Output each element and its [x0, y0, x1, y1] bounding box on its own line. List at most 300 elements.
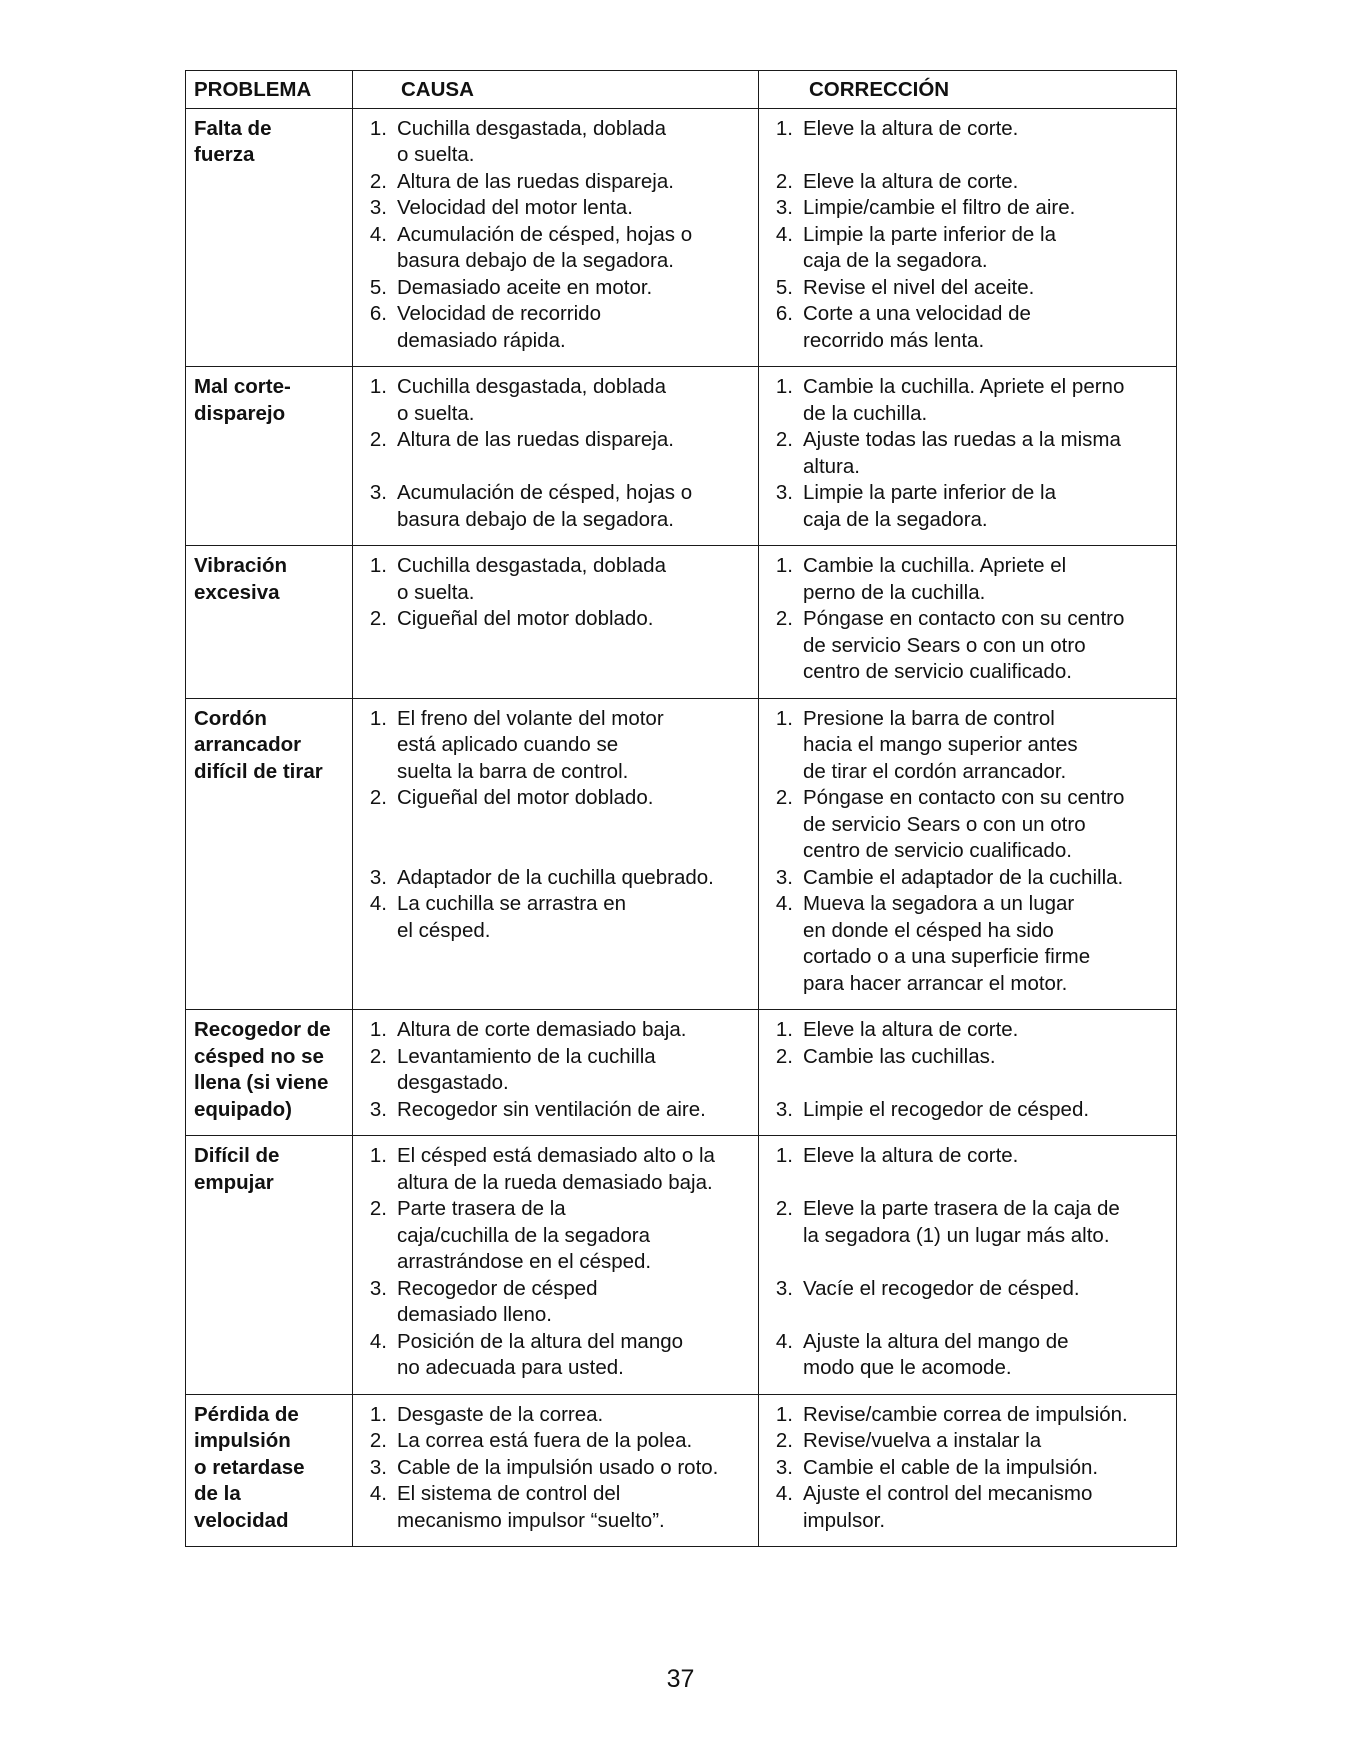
problem-line: velocidad	[194, 1508, 289, 1532]
cause-line: arrastrándose en el césped.	[397, 1250, 652, 1273]
correction-text	[803, 606, 1124, 686]
cause-line: Acumulación de césped, hojas o	[397, 481, 693, 504]
correction-line	[803, 1302, 1080, 1329]
header-problem: PROBLEMA	[186, 71, 353, 109]
cause-item	[361, 195, 752, 222]
correction-text	[803, 1428, 1041, 1455]
cause-number: 4.	[369, 892, 387, 915]
cause-item	[361, 1481, 752, 1534]
cause-number: 1.	[369, 375, 387, 398]
correction-text	[803, 1143, 1018, 1196]
cause-number: 3.	[369, 481, 387, 504]
correction-line: Revise/vuelva a instalar la	[803, 1429, 1042, 1452]
header-cause	[353, 71, 759, 109]
correction-item	[767, 1481, 1170, 1534]
correction-text	[803, 169, 1018, 196]
problem-line: excesiva	[194, 580, 280, 604]
table-row	[186, 1010, 1177, 1136]
cause-text	[397, 1044, 656, 1097]
cause-number: 1.	[369, 706, 387, 730]
cause-number: 2.	[369, 607, 387, 630]
correction-item	[767, 606, 1170, 686]
cause-line: Cigueñal del motor doblado.	[397, 607, 654, 630]
correction-text	[803, 1017, 1018, 1044]
cause-text	[397, 891, 626, 944]
cause-text	[397, 1481, 665, 1534]
cause-line: Velocidad de recorrido	[397, 302, 601, 325]
correction-item	[767, 116, 1170, 169]
cause-item	[361, 374, 752, 427]
cause-number: 3.	[369, 1455, 387, 1479]
correction-text	[803, 195, 1075, 222]
correction-line: Eleve la altura de corte.	[803, 116, 1019, 140]
cause-line: está aplicado cuando se	[397, 733, 619, 756]
correction-cell	[759, 1010, 1177, 1136]
correction-item	[767, 427, 1170, 480]
correction-text	[803, 1196, 1120, 1276]
correction-text	[803, 1276, 1080, 1329]
correction-line: la segadora (1) un lugar más alto.	[803, 1223, 1110, 1247]
problem-line: Mal corte-	[194, 375, 291, 398]
correction-line: Revise/cambie correa de impulsión.	[803, 1402, 1128, 1426]
cause-item	[361, 169, 752, 196]
cause-item	[361, 1196, 752, 1276]
correction-item	[767, 553, 1170, 606]
correction-item	[767, 1143, 1170, 1196]
problem-line: césped no se	[194, 1044, 324, 1068]
cause-line: basura debajo de la segadora.	[397, 249, 674, 272]
correction-line: hacia el mango superior antes	[803, 733, 1078, 756]
problem-line: arrancador	[194, 733, 302, 756]
correction-text	[803, 553, 1066, 606]
cause-number: 2.	[369, 1044, 387, 1068]
cause-number: 2.	[369, 428, 387, 451]
correction-line: Corte a una velocidad de	[803, 302, 1031, 325]
cause-line: Altura de las ruedas dispareja.	[397, 169, 674, 193]
table-body	[186, 108, 1177, 1547]
cause-line: El césped está demasiado alto o la	[397, 1144, 715, 1167]
correction-number: 2.	[775, 1044, 793, 1068]
cause-text	[397, 374, 666, 427]
cause-line: o suelta.	[397, 143, 475, 166]
cause-cell	[353, 1010, 759, 1136]
problem-line: equipado)	[194, 1097, 292, 1121]
cause-line: Cuchilla desgastada, doblada	[397, 375, 666, 398]
correction-line: recorrido más lenta.	[803, 328, 985, 352]
cause-line	[397, 812, 653, 839]
cause-line: Acumulación de césped, hojas o	[397, 222, 693, 246]
correction-text	[803, 1481, 1092, 1534]
problem-line: Recogedor de	[194, 1018, 331, 1041]
correction-line: centro de servicio cualificado.	[803, 839, 1072, 862]
cause-line: El sistema de control del	[397, 1482, 621, 1505]
cause-number: 3.	[369, 196, 387, 219]
cause-line: Altura de corte demasiado baja.	[397, 1018, 687, 1041]
cause-item	[361, 891, 752, 944]
cause-line: Cuchilla desgastada, doblada	[397, 116, 666, 140]
correction-number: 3.	[775, 1455, 793, 1479]
problem-line: Cordón	[194, 706, 267, 730]
cause-item	[361, 706, 752, 786]
correction-line: centro de servicio cualificado.	[803, 660, 1072, 683]
troubleshooting-table	[185, 70, 1177, 1547]
correction-number: 1.	[775, 554, 793, 577]
correction-text	[803, 1097, 1089, 1124]
cause-number: 4.	[369, 1482, 387, 1505]
correction-item	[767, 480, 1170, 533]
cause-line: Levantamiento de la cuchilla	[397, 1044, 656, 1068]
cause-line: desgastado.	[397, 1071, 509, 1094]
correction-text	[803, 1455, 1098, 1482]
cause-line: Parte trasera de la	[397, 1197, 566, 1220]
cause-item	[361, 1143, 752, 1196]
cause-text	[397, 1143, 715, 1196]
correction-number: 1.	[775, 1018, 793, 1041]
cause-cell	[353, 698, 759, 1010]
cause-line	[397, 454, 674, 481]
cause-number: 1.	[369, 1144, 387, 1167]
problem-cell	[186, 1136, 353, 1395]
problem-cell	[186, 1394, 353, 1547]
correction-number: 2.	[775, 786, 793, 809]
correction-text	[803, 1402, 1128, 1429]
table-row	[186, 108, 1177, 367]
correction-text	[803, 1329, 1069, 1382]
cause-item	[361, 301, 752, 354]
correction-line: impulsor.	[803, 1508, 886, 1532]
correction-number: 3.	[775, 196, 793, 219]
correction-line: Ajuste todas las ruedas a la misma	[803, 428, 1121, 451]
correction-line: Eleve la altura de corte.	[803, 1144, 1019, 1167]
cause-item	[361, 1402, 752, 1429]
cause-text	[397, 1455, 718, 1482]
correction-line: para hacer arrancar el motor.	[803, 971, 1068, 995]
problem-line: o retardase	[194, 1455, 305, 1479]
cause-text	[397, 1097, 706, 1124]
cause-cell	[353, 367, 759, 546]
correction-item	[767, 891, 1170, 997]
cause-number: 2.	[369, 1429, 387, 1452]
correction-text	[803, 785, 1124, 865]
cause-item	[361, 1428, 752, 1455]
correction-line: de servicio Sears o con un otro	[803, 633, 1086, 657]
cause-line: Demasiado aceite en motor.	[397, 275, 653, 299]
cause-text	[397, 553, 666, 606]
table-row	[186, 367, 1177, 546]
cause-line: Cuchilla desgastada, doblada	[397, 554, 666, 577]
cause-number: 1.	[369, 116, 387, 140]
correction-item	[767, 1402, 1170, 1429]
cause-text	[397, 222, 692, 275]
cause-number: 1.	[369, 554, 387, 577]
correction-item	[767, 169, 1170, 196]
cause-line: altura de la rueda demasiado baja.	[397, 1170, 713, 1194]
cause-cell	[353, 1136, 759, 1395]
header-correction-label: CORRECCIÓN	[809, 78, 950, 101]
cause-text	[397, 1017, 686, 1044]
cause-text	[397, 1428, 692, 1455]
cause-text	[397, 275, 652, 302]
correction-line: de servicio Sears o con un otro	[803, 812, 1086, 836]
cause-number: 2.	[369, 786, 387, 809]
correction-number: 3.	[775, 481, 793, 504]
correction-cell	[759, 367, 1177, 546]
cause-number: 3.	[369, 1276, 387, 1300]
correction-number: 1.	[775, 375, 793, 398]
correction-item	[767, 1276, 1170, 1329]
cause-line: basura debajo de la segadora.	[397, 507, 674, 531]
correction-line	[803, 142, 1018, 169]
cause-line: Adaptador de la cuchilla quebrado.	[397, 865, 714, 889]
cause-item	[361, 865, 752, 892]
cause-item	[361, 222, 752, 275]
correction-line: Cambie la cuchilla. Apriete el	[803, 554, 1067, 577]
correction-item	[767, 301, 1170, 354]
correction-line: Limpie/cambie el filtro de aire.	[803, 196, 1076, 219]
correction-line: Cambie la cuchilla. Apriete el perno	[803, 375, 1125, 398]
correction-line: Mueva la segadora a un lugar	[803, 892, 1075, 915]
cause-line	[397, 838, 653, 865]
correction-line: Ajuste la altura del mango de	[803, 1329, 1069, 1353]
problem-cell	[186, 367, 353, 546]
cause-line: Desgaste de la correa.	[397, 1402, 604, 1426]
problem-line: Vibración	[194, 554, 288, 577]
correction-number: 1.	[775, 116, 793, 140]
cause-line: Recogedor sin ventilación de aire.	[397, 1097, 706, 1121]
cause-cell	[353, 546, 759, 699]
problem-line: fuerza	[194, 143, 255, 166]
correction-line: cortado o a una superficie firme	[803, 945, 1091, 968]
correction-item	[767, 1044, 1170, 1097]
problem-line: impulsión	[194, 1429, 291, 1452]
correction-line: Vacíe el recogedor de césped.	[803, 1276, 1080, 1300]
cause-line: Cigueñal del motor doblado.	[397, 786, 654, 809]
correction-line: Revise el nivel del aceite.	[803, 275, 1035, 299]
correction-line: Cambie el cable de la impulsión.	[803, 1455, 1099, 1479]
correction-line	[803, 1170, 1018, 1197]
problem-line: Pérdida de	[194, 1402, 299, 1426]
cause-line: La cuchilla se arrastra en	[397, 892, 627, 915]
correction-text	[803, 1044, 996, 1097]
cause-text	[397, 169, 674, 196]
correction-line: Eleve la parte trasera de la caja de	[803, 1197, 1120, 1220]
cause-item	[361, 427, 752, 480]
correction-number: 3.	[775, 1097, 793, 1121]
correction-text	[803, 116, 1018, 169]
correction-text	[803, 301, 1031, 354]
problem-line: Falta de	[194, 116, 272, 140]
correction-number: 4.	[775, 1329, 793, 1353]
problem-line: empujar	[194, 1170, 274, 1194]
cause-line: Altura de las ruedas dispareja.	[397, 428, 674, 451]
cause-line: Velocidad del motor lenta.	[397, 196, 633, 219]
correction-line: Póngase en contacto con su centro	[803, 607, 1125, 630]
correction-line: Presione la barra de control	[803, 706, 1055, 730]
table-header-row	[186, 71, 1177, 109]
cause-number: 3.	[369, 1097, 387, 1121]
table-row	[186, 1136, 1177, 1395]
correction-line: Limpie la parte inferior de la	[803, 222, 1056, 246]
correction-line: Ajuste el control del mecanismo	[803, 1482, 1093, 1505]
correction-line: de la cuchilla.	[803, 401, 928, 425]
correction-line	[803, 1249, 1120, 1276]
correction-number: 5.	[775, 275, 793, 299]
correction-number: 2.	[775, 428, 793, 451]
cause-item	[361, 1455, 752, 1482]
cause-line: mecanismo impulsor “suelto”.	[397, 1508, 665, 1532]
cause-text	[397, 865, 714, 892]
correction-cell	[759, 1394, 1177, 1547]
cause-line: demasiado lleno.	[397, 1303, 552, 1326]
cause-item	[361, 1044, 752, 1097]
cause-number: 3.	[369, 865, 387, 889]
cause-number: 4.	[369, 1329, 387, 1353]
correction-text	[803, 706, 1078, 786]
cause-item	[361, 553, 752, 606]
correction-item	[767, 1017, 1170, 1044]
cause-item	[361, 1097, 752, 1124]
correction-item	[767, 1196, 1170, 1276]
correction-line: Limpie la parte inferior de la	[803, 481, 1056, 504]
cause-item	[361, 1276, 752, 1329]
correction-line	[803, 1070, 996, 1097]
cause-item	[361, 606, 752, 633]
header-cause-label: CAUSA	[401, 78, 474, 101]
correction-number: 4.	[775, 1482, 793, 1505]
problem-line: de la	[194, 1482, 241, 1505]
cause-line: suelta la barra de control.	[397, 759, 629, 783]
cause-item	[361, 275, 752, 302]
correction-number: 3.	[775, 1276, 793, 1300]
correction-number: 1.	[775, 1402, 793, 1426]
correction-item	[767, 1097, 1170, 1124]
problem-cell	[186, 108, 353, 367]
correction-line: en donde el césped ha sido	[803, 918, 1054, 942]
correction-line: caja de la segadora.	[803, 249, 988, 272]
cause-text	[397, 1402, 603, 1429]
problem-line: Difícil de	[194, 1144, 280, 1167]
cause-number: 1.	[369, 1402, 387, 1426]
correction-number: 4.	[775, 892, 793, 915]
problem-cell	[186, 546, 353, 699]
problem-line: difícil de tirar	[194, 759, 323, 783]
cause-line: El freno del volante del motor	[397, 706, 664, 730]
cause-cell	[353, 1394, 759, 1547]
problem-cell	[186, 698, 353, 1010]
cause-item	[361, 785, 752, 865]
table-row	[186, 1394, 1177, 1547]
cause-line: Cable de la impulsión usado o roto.	[397, 1455, 719, 1479]
correction-text	[803, 865, 1123, 892]
cause-item	[361, 1329, 752, 1382]
correction-item	[767, 222, 1170, 275]
cause-line: caja/cuchilla de la segadora	[397, 1223, 650, 1247]
cause-line: o suelta.	[397, 401, 475, 425]
correction-line: de tirar el cordón arrancador.	[803, 759, 1067, 783]
correction-text	[803, 427, 1121, 480]
correction-item	[767, 374, 1170, 427]
correction-item	[767, 275, 1170, 302]
correction-item	[767, 706, 1170, 786]
cause-item	[361, 480, 752, 533]
correction-item	[767, 785, 1170, 865]
cause-line: no adecuada para usted.	[397, 1356, 624, 1379]
cause-line: o suelta.	[397, 580, 475, 604]
cause-line: Recogedor de césped	[397, 1276, 598, 1300]
correction-line: Póngase en contacto con su centro	[803, 786, 1125, 809]
correction-number: 2.	[775, 169, 793, 193]
cause-number: 1.	[369, 1018, 387, 1041]
correction-cell	[759, 546, 1177, 699]
cause-line: demasiado rápida.	[397, 328, 566, 352]
correction-text	[803, 374, 1124, 427]
correction-number: 4.	[775, 222, 793, 246]
correction-cell	[759, 108, 1177, 367]
cause-text	[397, 116, 666, 169]
correction-number: 2.	[775, 607, 793, 630]
cause-text	[397, 1329, 683, 1382]
problem-line: llena (si viene	[194, 1071, 329, 1094]
cause-text	[397, 301, 601, 354]
page-number: 37	[666, 1665, 695, 1693]
correction-line: Cambie el adaptador de la cuchilla.	[803, 865, 1124, 889]
correction-item	[767, 1329, 1170, 1382]
cause-item	[361, 1017, 752, 1044]
cause-text	[397, 606, 653, 633]
header-correction	[759, 71, 1177, 109]
cause-number: 4.	[369, 222, 387, 246]
correction-number: 2.	[775, 1429, 793, 1452]
cause-text	[397, 480, 692, 533]
cause-cell	[353, 108, 759, 367]
correction-number: 3.	[775, 865, 793, 889]
correction-item	[767, 865, 1170, 892]
correction-number: 1.	[775, 706, 793, 730]
correction-number: 2.	[775, 1197, 793, 1220]
correction-line: Cambie las cuchillas.	[803, 1044, 996, 1068]
correction-text	[803, 222, 1056, 275]
cause-line: el césped.	[397, 918, 491, 942]
correction-line: Limpie el recogedor de césped.	[803, 1097, 1090, 1121]
problem-cell	[186, 1010, 353, 1136]
correction-line: Eleve la altura de corte.	[803, 169, 1019, 193]
correction-line: caja de la segadora.	[803, 507, 988, 531]
cause-number: 6.	[369, 302, 387, 325]
table-row	[186, 546, 1177, 699]
cause-line: La correa está fuera de la polea.	[397, 1429, 693, 1452]
cause-text	[397, 195, 633, 222]
correction-cell	[759, 1136, 1177, 1395]
correction-text	[803, 480, 1056, 533]
correction-item	[767, 1455, 1170, 1482]
correction-line: Eleve la altura de corte.	[803, 1018, 1019, 1041]
correction-line: modo que le acomode.	[803, 1356, 1012, 1379]
correction-item	[767, 1428, 1170, 1455]
correction-item	[767, 195, 1170, 222]
correction-number: 6.	[775, 302, 793, 325]
cause-number: 2.	[369, 1197, 387, 1220]
cause-text	[397, 1196, 651, 1276]
cause-text	[397, 1276, 598, 1329]
correction-text	[803, 275, 1034, 302]
correction-number: 1.	[775, 1144, 793, 1167]
correction-line: altura.	[803, 454, 860, 478]
cause-number: 5.	[369, 275, 387, 299]
table-row	[186, 698, 1177, 1010]
cause-number: 2.	[369, 169, 387, 193]
cause-text	[397, 785, 653, 865]
cause-text	[397, 706, 664, 786]
